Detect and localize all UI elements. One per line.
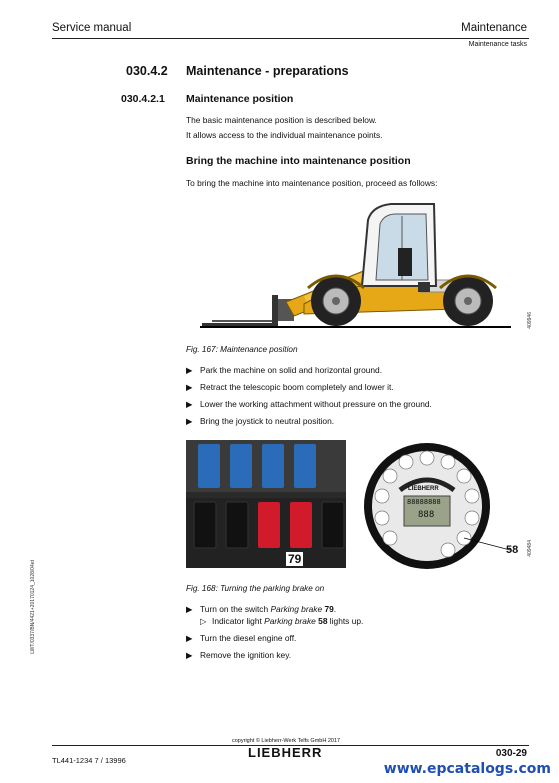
telehandler-illustration: [186, 196, 524, 334]
bullet-arrow-icon: ▶: [186, 633, 193, 643]
sub-arrow-icon: ▷: [200, 616, 207, 626]
intro-line-2: It allows access to the individual maintenance points.: [186, 130, 383, 140]
header-subchapter: Maintenance tasks: [468, 41, 527, 48]
footer-page-number: 030-29: [495, 748, 527, 759]
step-lower-attachment: ▶ Lower the working attachment without pressure on the ground.: [186, 399, 432, 409]
figure1-code: 409946: [527, 312, 533, 329]
footer-logo: LIEBHERR: [248, 745, 323, 760]
document-code: LWT/0337/BN/4421+20170124_1028/04et: [30, 560, 36, 654]
header-manual-title: Service manual: [52, 22, 132, 34]
footer-copyright: copyright © Liebherr-Werk Telfs GmbH 2017: [232, 738, 341, 744]
figure2-caption: Fig. 168: Turning the parking brake on: [186, 584, 325, 593]
section-number: 030.4.2: [126, 64, 168, 78]
intro-line-1: The basic maintenance position is described below.: [186, 115, 377, 125]
figure1-caption: Fig. 167: Maintenance position: [186, 345, 298, 354]
bullet-arrow-icon: ▶: [186, 399, 193, 409]
step-park: ▶ Park the machine on solid and horizontal ground.: [186, 365, 383, 375]
procedure-lead: To bring the machine into maintenance position, proceed as follows:: [186, 178, 438, 188]
subsection-number: 030.4.2.1: [121, 93, 165, 105]
switch-panel-photo: [186, 440, 346, 568]
label-79: 79: [288, 552, 302, 566]
header-divider: [52, 38, 529, 39]
header-chapter: Maintenance: [461, 22, 527, 34]
watermark-link[interactable]: www.epcatalogs.com: [383, 761, 551, 777]
dashboard-lcd-bottom: 888: [418, 510, 435, 520]
step-remove-key: ▶ Remove the ignition key.: [186, 650, 292, 660]
footer-doc-number: TL441-1234 7 / 13996: [52, 756, 126, 765]
dashboard-illustration: [360, 440, 526, 570]
step-joystick-neutral: ▶ Bring the joystick to neutral position.: [186, 416, 335, 426]
dashboard-brand: LIEBHERR: [408, 486, 439, 492]
dashboard-lcd-top: 88888888: [407, 498, 441, 506]
bullet-arrow-icon: ▶: [186, 382, 193, 392]
step-indicator-light: ▷ Indicator light Parking brake 58 lights up.: [200, 616, 364, 626]
step-retract-boom: ▶ Retract the telescopic boom completely and lower it.: [186, 382, 394, 392]
bullet-arrow-icon: ▶: [186, 416, 193, 426]
step-parking-brake-switch: ▶ Turn on the switch Parking brake 79.: [186, 604, 337, 614]
bullet-arrow-icon: ▶: [186, 365, 193, 375]
bullet-arrow-icon: ▶: [186, 604, 193, 614]
bullet-arrow-icon: ▶: [186, 650, 193, 660]
procedure-heading: Bring the machine into maintenance position: [186, 155, 411, 167]
section-title: Maintenance - preparations: [186, 64, 349, 78]
label-58: 58: [506, 544, 519, 556]
subsection-title: Maintenance position: [186, 93, 294, 105]
figure2-code: 409484: [527, 540, 533, 557]
step-engine-off: ▶ Turn the diesel engine off.: [186, 633, 297, 643]
